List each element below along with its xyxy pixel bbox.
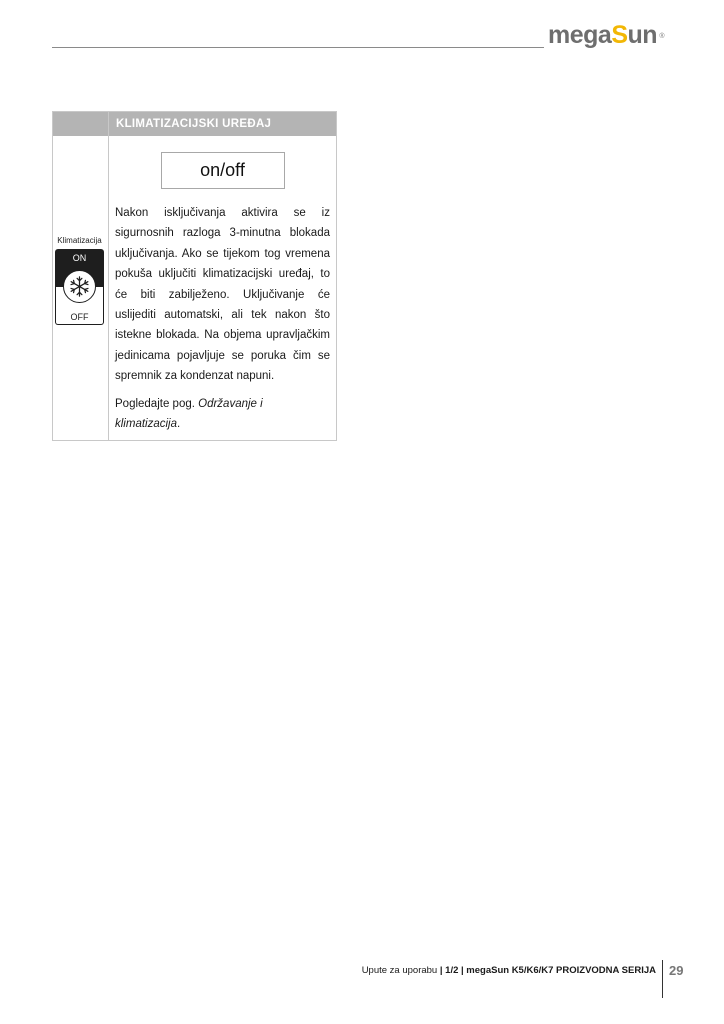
ac-control-illustration xyxy=(53,236,106,326)
reference-prefix: Pogledajte pog. xyxy=(115,397,199,410)
text-cell xyxy=(109,136,337,441)
megasun-logo xyxy=(548,20,665,50)
info-table xyxy=(52,111,337,441)
footer-title: | 1/2 | megaSun K5/K6/K7 PROIZVODNA SERIJA xyxy=(439,965,656,976)
logo-text-un: un xyxy=(627,21,658,49)
snowflake-icon xyxy=(63,270,96,303)
control-on-label: ON xyxy=(72,253,87,263)
footer-prefix: Upute za uporabu xyxy=(361,965,440,976)
icon-label: Klimatizacija xyxy=(57,236,102,245)
ac-toggle-control xyxy=(55,249,104,326)
table-heading: KLIMATIZACIJSKI UREĐAJ xyxy=(109,112,337,137)
logo-text-mega: mega xyxy=(548,21,612,49)
reference-note xyxy=(115,394,330,435)
header-rule xyxy=(52,47,544,48)
on-off-button-graphic: on/off xyxy=(161,152,285,189)
footer-rule xyxy=(662,960,663,998)
description-paragraph: Nakon isključivanja aktivira se iz sigurnosnih razloga 3-minutna blokada uključivanja. Ako se tijekom tog vremena pokuša uključiti klimatizacijski uređaj, to će biti zabilježeno. Uključivanje će uslijediti automatski, ali tek nakon što istekne blokada. Na objema upravljačkim jedinicama pojavljuje se poruka čim se spremnik za kondenzat napuni. xyxy=(115,207,330,383)
footer-text xyxy=(362,965,656,976)
icon-cell xyxy=(53,136,109,441)
table-header-blank xyxy=(53,112,109,137)
control-off-label: OFF xyxy=(70,312,89,322)
reference-link: Održavanje i klimatizacija xyxy=(115,397,263,431)
logo-text-s: S xyxy=(611,21,628,49)
reference-suffix: . xyxy=(177,418,181,431)
logo-registered: ® xyxy=(659,33,665,40)
page-number: 29 xyxy=(669,963,684,978)
